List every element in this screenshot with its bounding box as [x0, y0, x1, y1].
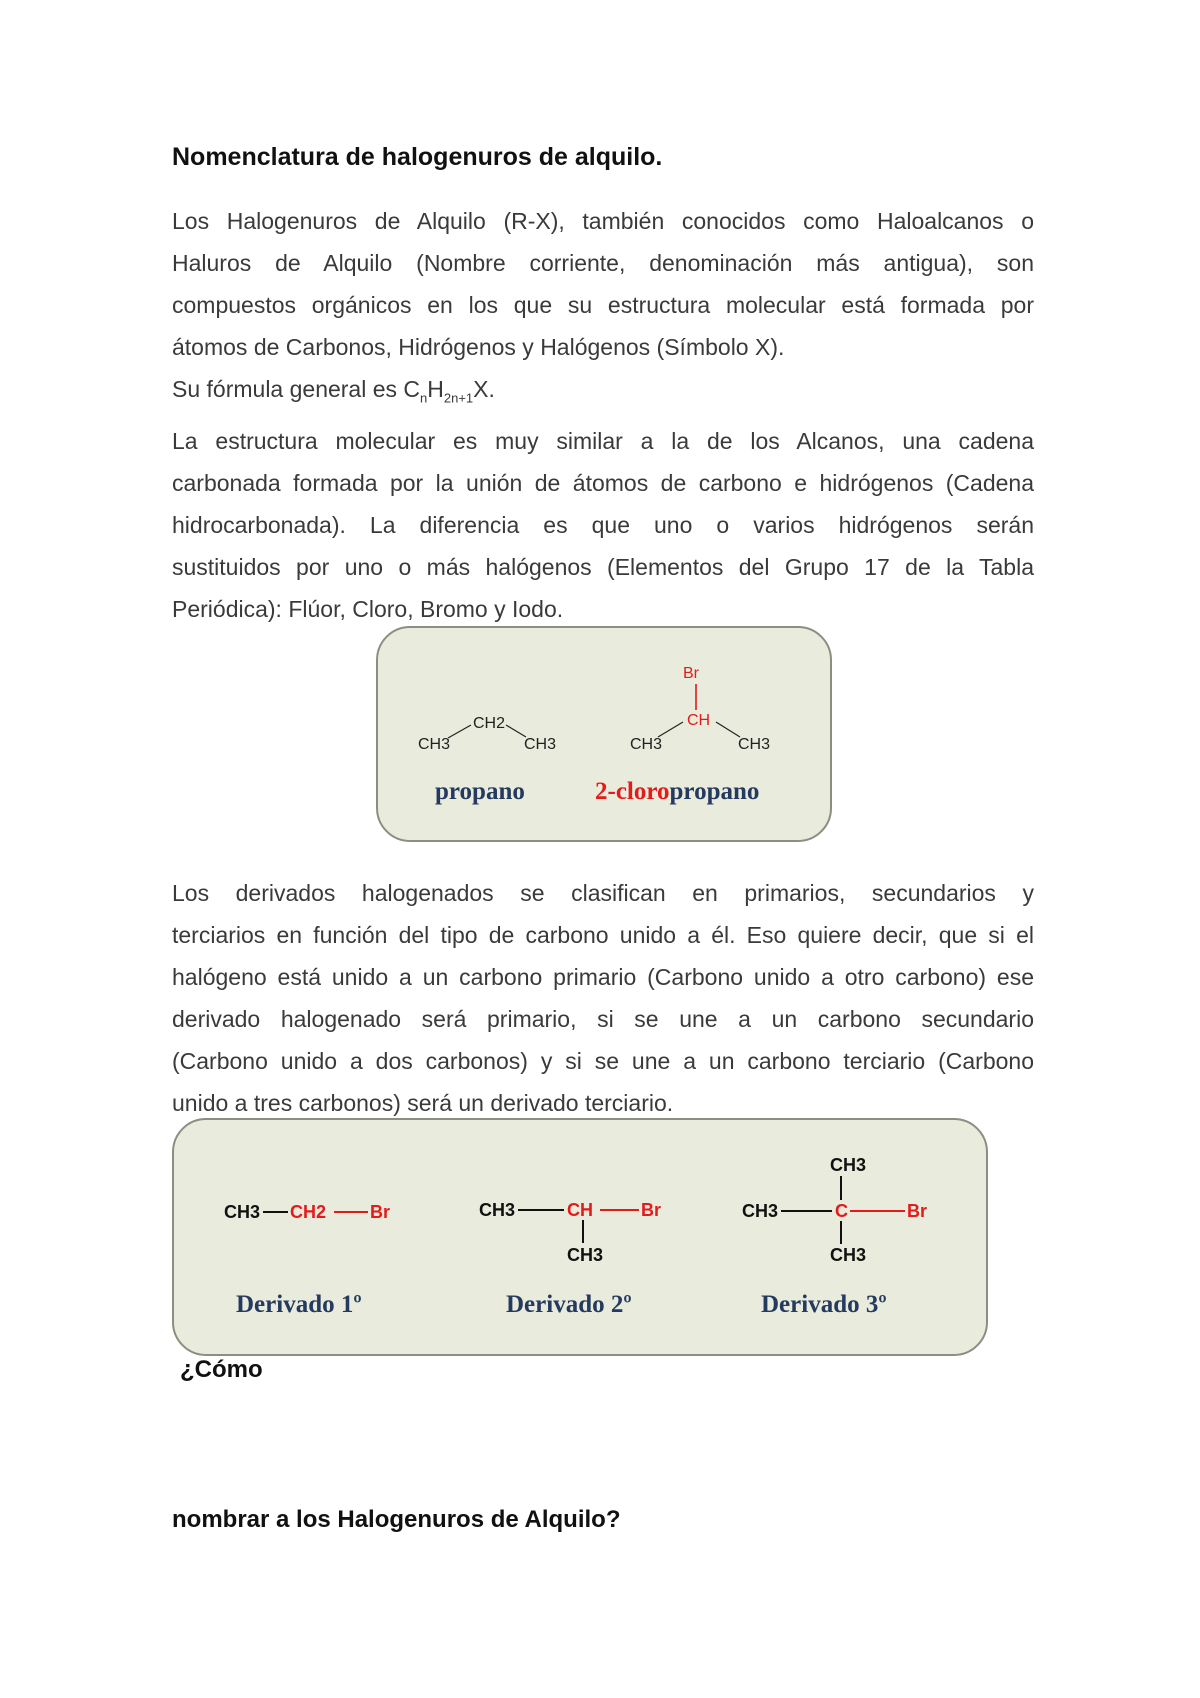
cloropropano-left-ch3: CH3: [630, 736, 663, 753]
secondary-ch3: CH3: [479, 1200, 516, 1220]
derivatives-figure: [172, 1118, 988, 1356]
classification-line: Los derivados halogenados se clasifican en primarios, secundarios y: [172, 880, 1034, 906]
classification-line: terciarios en función del tipo de carbono unido a él. Eso quiere decir, que si el: [172, 922, 1034, 948]
intro-line: compuestos orgánicos en los que su estructura molecular está formada por: [172, 292, 1034, 318]
classification-paragraph: [172, 872, 1034, 1124]
propano-left-ch3: CH3: [418, 736, 451, 753]
propano-right-ch3: CH3: [524, 736, 557, 753]
intro-paragraph: [172, 200, 1034, 630]
propano-ch2: CH2: [473, 715, 506, 732]
intro-line: Los Halogenuros de Alquilo (R-X), también conocidos como Haloalcanos o: [172, 208, 1034, 234]
structure-line: carbonada formada por la unión de átomos de carbono e hidrógenos (Cadena: [172, 469, 1034, 496]
classification-line: halógeno está unido a un carbono primario (Carbono unido a otro carbono) ese: [172, 964, 1034, 990]
structure-line: hidrocarbonada). La diferencia es que uno o varios hidrógenos serán: [172, 511, 1034, 538]
cloropropano-bond-right: [716, 722, 740, 737]
cloropropano-br: Br: [683, 665, 699, 682]
classification-line: unido a tres carbonos) será un derivado terciario.: [172, 1090, 674, 1116]
cloropropano-right-ch3: CH3: [738, 736, 771, 753]
secondary-ch3-bottom: CH3: [567, 1245, 604, 1265]
propano-label: propano: [435, 778, 525, 805]
tertiary-ch3-bottom: CH3: [830, 1245, 867, 1265]
general-formula: Su fórmula general es $C_nH_{2n+1}X$.: [172, 376, 495, 406]
secondary-br: Br: [641, 1200, 662, 1220]
cloropropano-bond-left: [658, 722, 683, 737]
cloropropano-label: 2-cloropropano: [595, 778, 760, 805]
propane-figure: [376, 626, 832, 842]
tertiary-label: Derivado 3º: [761, 1291, 887, 1318]
structure-line: La estructura molecular es muy similar a la de los Alcanos, una cadena: [172, 427, 1034, 454]
secondary-label: Derivado 2º: [506, 1291, 632, 1318]
primary-ch2: CH2: [290, 1202, 327, 1222]
intro-line: Haluros de Alquilo (Nombre corriente, denominación más antigua), son: [172, 250, 1034, 276]
heading-nombrar: nombrar a los Halogenuros de Alquilo?: [172, 1506, 621, 1533]
primary-br: Br: [370, 1202, 391, 1222]
tertiary-ch3-top: CH3: [830, 1155, 867, 1175]
structure-line: sustituidos por uno o más halógenos (Elementos del Grupo 17 de la Tabla: [172, 553, 1034, 580]
primary-ch3: CH3: [224, 1202, 261, 1222]
structure-line: Periódica): Flúor, Cloro, Bromo y Iodo.: [172, 595, 564, 622]
cloropropano-ch: CH: [687, 712, 711, 729]
classification-line: (Carbono unido a dos carbonos) y si se une a un carbono terciario (Carbono: [172, 1048, 1034, 1074]
primary-label: Derivado 1º: [236, 1291, 362, 1318]
propano-bond-left: [448, 725, 471, 738]
tertiary-c: C: [835, 1201, 848, 1221]
tertiary-br: Br: [907, 1201, 928, 1221]
classification-line: derivado halogenado será primario, si se une a un carbono secundario: [172, 1006, 1034, 1032]
heading-como: ¿Cómo: [180, 1356, 263, 1383]
tertiary-ch3: CH3: [742, 1201, 779, 1221]
secondary-ch: CH: [567, 1200, 593, 1220]
propano-bond-right: [506, 725, 526, 737]
intro-line: átomos de Carbonos, Hidrógenos y Halógenos (Símbolo X).: [172, 334, 785, 360]
document-title: Nomenclatura de halogenuros de alquilo.: [172, 143, 663, 171]
